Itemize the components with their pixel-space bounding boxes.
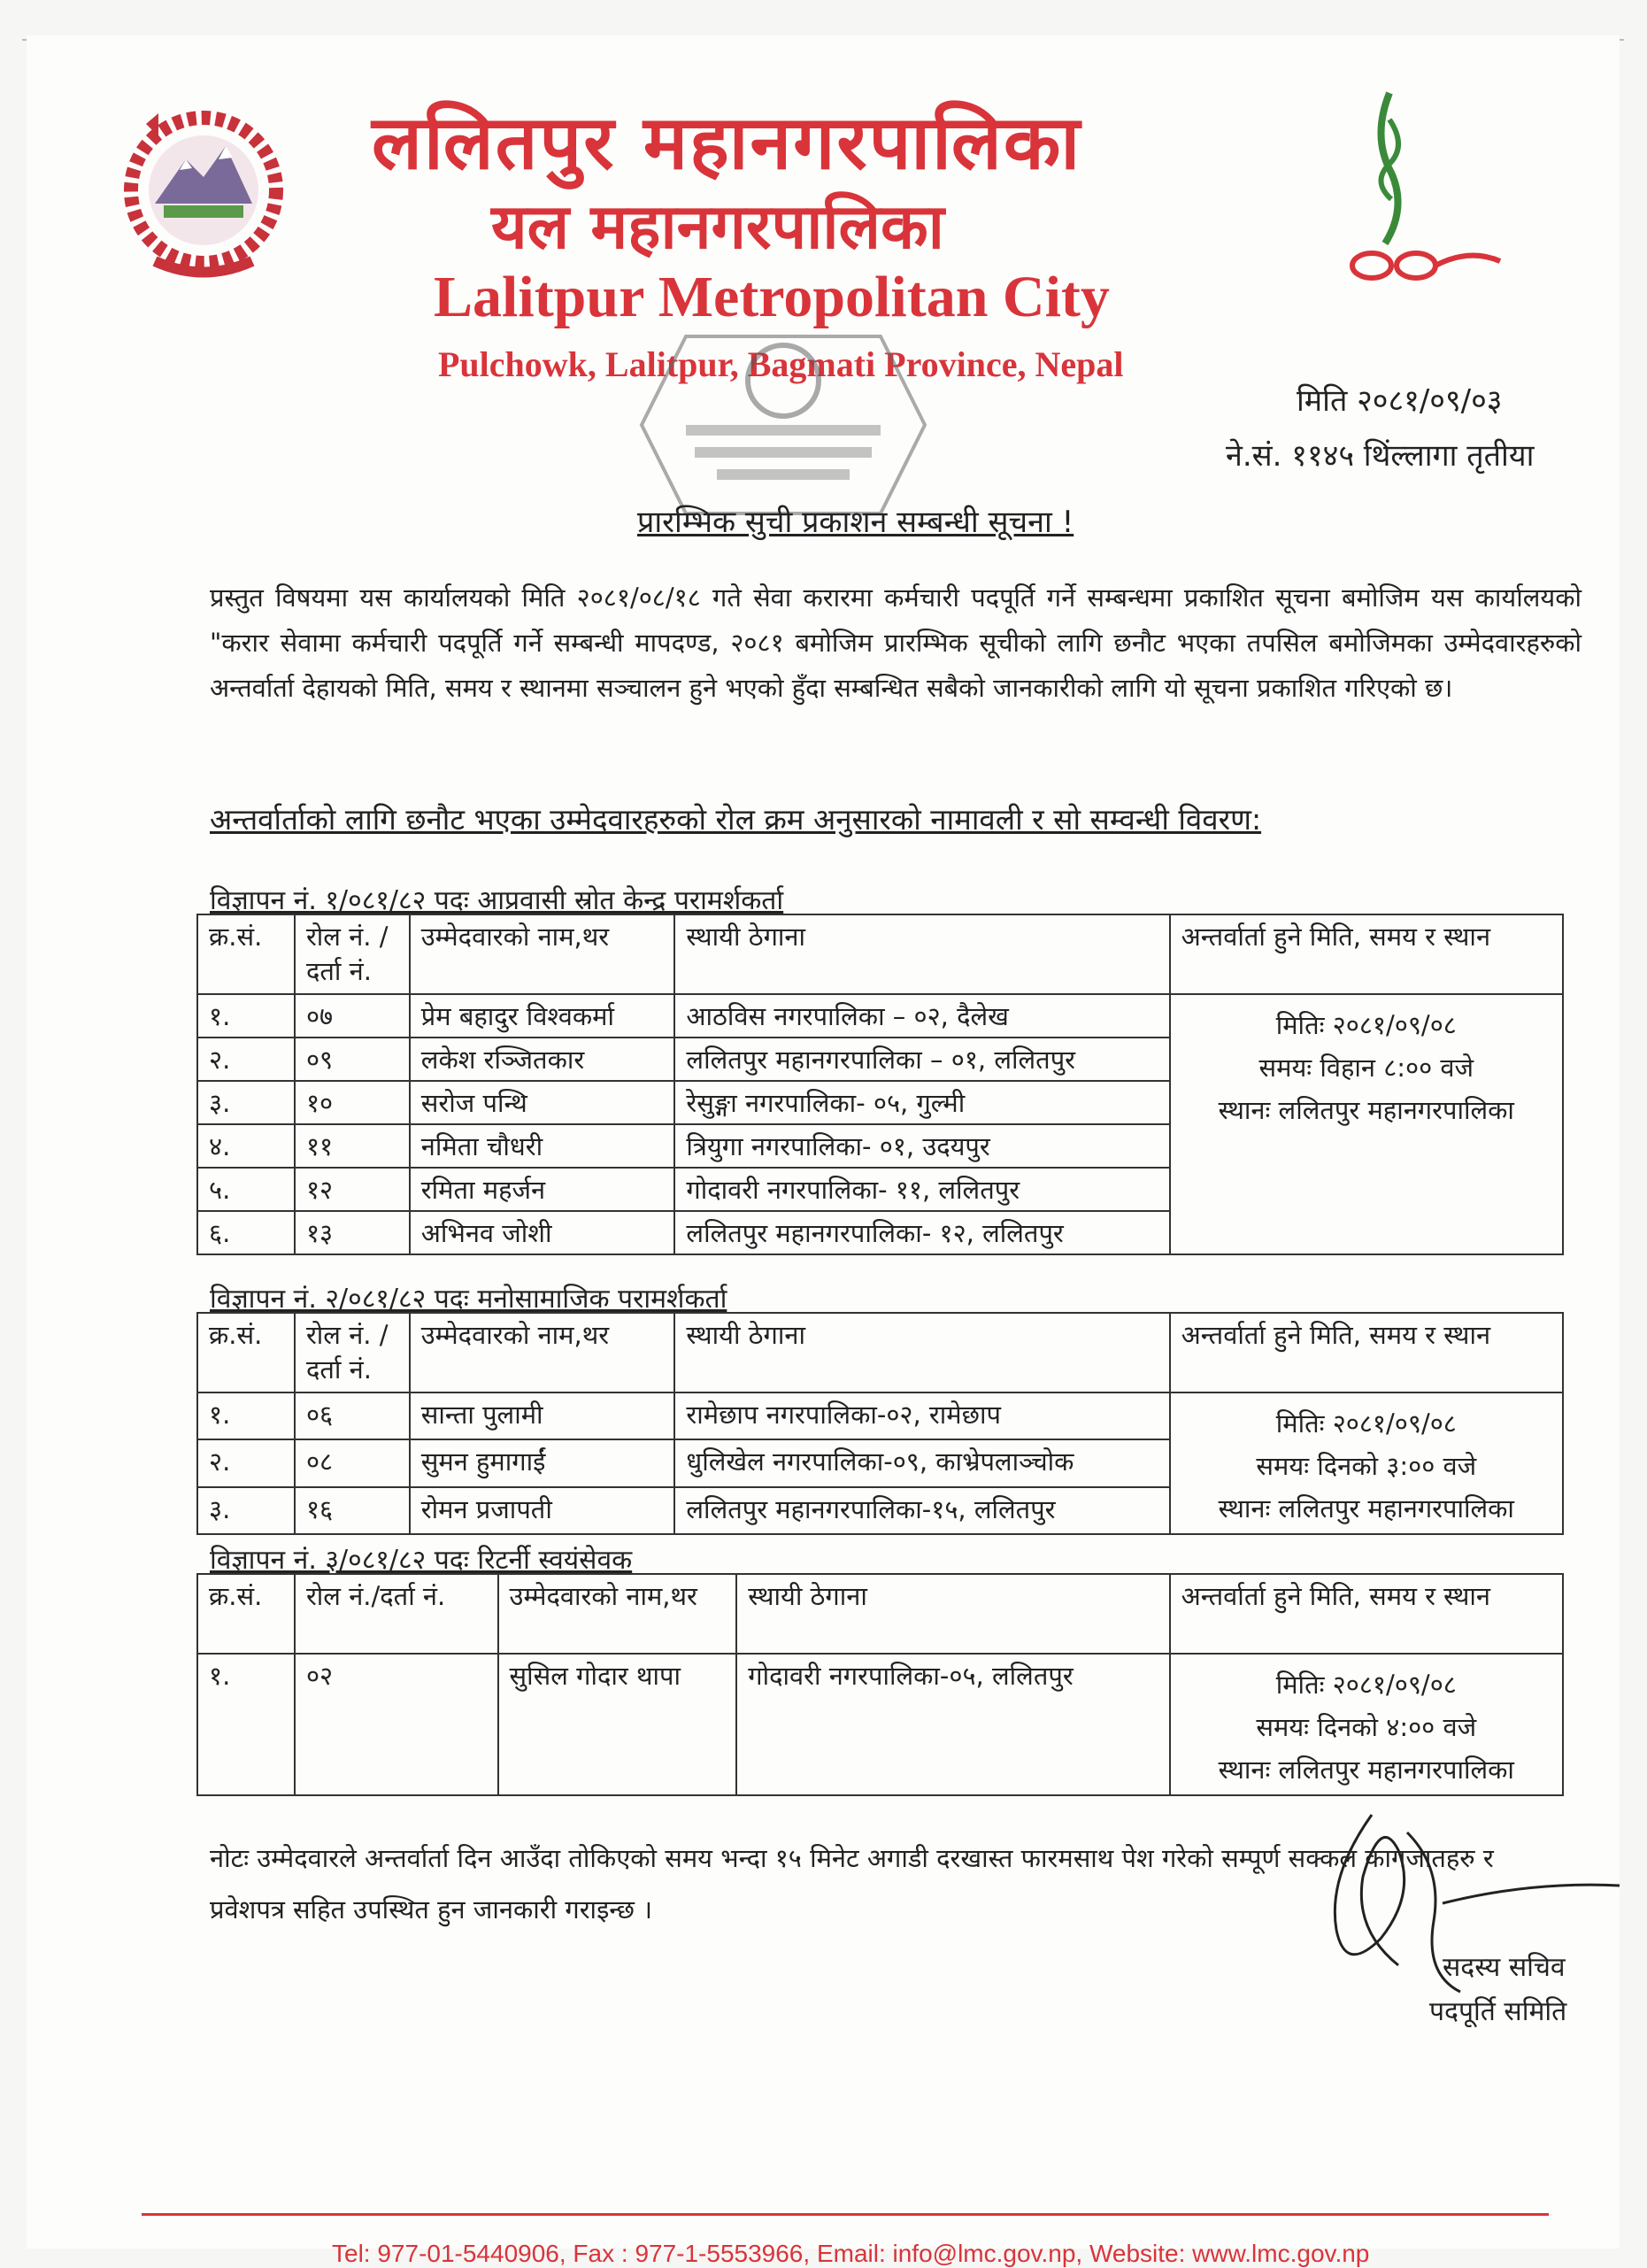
header-address: स्थायी ठेगाना <box>674 1313 1169 1392</box>
cell-name: सरोज पन्थि <box>410 1081 675 1124</box>
ad-3-title: विज्ञापन नं. ३/०८१/८२ पदः रिटर्नी स्वयंसेवक <box>210 1545 633 1576</box>
cell-sn: ३. <box>197 1081 295 1124</box>
interview-info <box>1170 1654 1563 1795</box>
table-header-row <box>197 914 1563 994</box>
cell-address: रेसुङ्गा नगरपालिका- ०५, गुल्मी <box>674 1081 1169 1124</box>
interview-date: मितिः २०८१/०९/०८ <box>1275 1670 1457 1700</box>
table-row <box>197 994 1563 1038</box>
table-header-row <box>197 1313 1563 1392</box>
table-row <box>197 1654 1563 1795</box>
city-symbol-icon <box>1336 84 1505 288</box>
cell-roll: १६ <box>295 1487 410 1534</box>
interview-info <box>1170 994 1563 1254</box>
office-stamp-icon <box>633 319 934 531</box>
table-header-row <box>197 1574 1563 1654</box>
header-address: स्थायी ठेगाना <box>736 1574 1169 1654</box>
cell-address: ललितपुर महानगरपालिका – ०१, ललितपुर <box>674 1038 1169 1081</box>
cell-sn: ६. <box>197 1211 295 1254</box>
cell-sn: २. <box>197 1439 295 1486</box>
name-newari: यल महानगरपालिका <box>491 189 944 263</box>
notice-body: प्रस्तुत विषयमा यस कार्यालयको मिति २०८१/०८/१८ गते सेवा करारमा कर्मचारी पदपूर्ति गर्ने सम्बन्धमा प्रकाशित सूचना बमोजिम यस कार्यालयको "करार सेवामा कर्मचारी पदपूर्ति गर्ने सम्बन्धी मापदण्ड, २०८१ बमोजिम प्रारम्भिक सूचीको लागि छनौट भएका तपसिल बमोजिमका उम्मेदवारहरुको अन्तर्वार्ता देहायको मिति, समय र स्थानमा सञ्चालन हुने भएको हुँदा सम्बन्धित सबैको जानकारीको लागि यो सूचना प्रकाशित गरिएको छ। <box>210 582 1582 703</box>
signatory-title: सदस्य सचिव <box>1443 1952 1566 1983</box>
cell-name: सुमन हुमागाईं <box>410 1439 675 1486</box>
cell-sn: ३. <box>197 1487 295 1534</box>
footer-divider <box>142 2213 1549 2216</box>
cell-roll: ०६ <box>295 1392 410 1439</box>
cell-roll: १२ <box>295 1168 410 1211</box>
header-roll: रोल नं. /दर्ता नं. <box>295 914 410 994</box>
cell-roll: ०८ <box>295 1439 410 1486</box>
interview-time: समयः विहान ८:०० वजे <box>1258 1053 1474 1083</box>
interview-time: समयः दिनको ३:०० वजे <box>1256 1451 1477 1481</box>
cell-name: नमिता चौधरी <box>410 1124 675 1168</box>
footer-contact: Tel: 977-01-5440906, Fax : 977-1-5553966, Email: info@lmc.gov.np, Website: www.lmc.gov.np <box>332 2240 1370 2267</box>
nepal-emblem-icon <box>119 106 288 283</box>
header-sn: क्र.सं. <box>197 1574 295 1654</box>
cell-roll: ०७ <box>295 994 410 1038</box>
name-english: Lalitpur Metropolitan City <box>434 265 1110 329</box>
signatory-committee: पदपूर्ति समिति <box>1429 1996 1567 2027</box>
interview-venue: स्थानः ललितपुर महानगरपालिका <box>1218 1493 1514 1524</box>
cell-name: रमिता महर्जन <box>410 1168 675 1211</box>
notice-note: नोटः उम्मेदवारले अन्तर्वार्ता दिन आउँदा तोकिएको समय भन्दा १५ मिनेट अगाडी दरखास्त फारमसाथ पेश गरेको सम्पूर्ण सक्कल कागजातहरु र प्रवेशपत्र सहित उपस्थित हुन जानकारी गराइन्छ । <box>210 1843 1494 1925</box>
notice-subject: प्रारम्भिक सुची प्रकाशन सम्बन्धी सूचना ! <box>637 505 1074 540</box>
cell-name: अभिनव जोशी <box>410 1211 675 1254</box>
header-roll: रोल नं. /दर्ता नं. <box>295 1313 410 1392</box>
interview-date: मितिः २०८१/०९/०८ <box>1275 1408 1457 1439</box>
cell-roll: ०९ <box>295 1038 410 1081</box>
header-sn: क्र.सं. <box>197 1313 295 1392</box>
ad-1-table <box>196 914 1564 1255</box>
cell-address: रामेछाप नगरपालिका-०२, रामेछाप <box>674 1392 1169 1439</box>
cell-roll: ११ <box>295 1124 410 1168</box>
ad-2-table <box>196 1312 1564 1535</box>
cell-sn: २. <box>197 1038 295 1081</box>
cell-address: आठविस नगरपालिका – ०२, दैलेख <box>674 994 1169 1038</box>
cell-roll: १३ <box>295 1211 410 1254</box>
list-heading: अन्तर्वार्ताको लागि छनौट भएका उम्मेदवारहरुको रोल क्रम अनुसारको नामावली र सो सम्वन्धी विवरण: <box>210 802 1262 837</box>
cell-address: गोदावरी नगरपालिका- ११, ललितपुर <box>674 1168 1169 1211</box>
cell-name: प्रेम बहादुर विश्वकर्मा <box>410 994 675 1038</box>
ad-1-title: विज्ञापन नं. १/०८१/८२ पदः आप्रवासी स्रोत केन्द्र परामर्शकर्ता <box>210 885 784 916</box>
interview-info <box>1170 1392 1563 1534</box>
cell-name: सान्ता पुलामी <box>410 1392 675 1439</box>
cell-roll: १० <box>295 1081 410 1124</box>
cell-roll: ०२ <box>295 1654 498 1795</box>
header-address: स्थायी ठेगाना <box>674 914 1169 994</box>
header-roll: रोल नं./दर्ता नं. <box>295 1574 498 1654</box>
cell-sn: ५. <box>197 1168 295 1211</box>
cell-address: गोदावरी नगरपालिका-०५, ललितपुर <box>736 1654 1169 1795</box>
header-name: उम्मेदवारको नाम,थर <box>498 1574 737 1654</box>
name-nepali: ललितपुर महानगरपालिका <box>372 98 1082 186</box>
interview-date: मितिः २०८१/०९/०८ <box>1275 1010 1457 1040</box>
cell-address: ललितपुर महानगरपालिका-१५, ललितपुर <box>674 1487 1169 1534</box>
interview-venue: स्थानः ललितपुर महानगरपालिका <box>1218 1095 1514 1125</box>
ad-2-title: विज्ञापन नं. २/०८१/८२ पदः मनोसामाजिक परामर्शकर्ता <box>210 1284 727 1315</box>
cell-sn: १. <box>197 1392 295 1439</box>
cell-sn: ४. <box>197 1124 295 1168</box>
cell-sn: १. <box>197 994 295 1038</box>
cell-sn: १. <box>197 1654 295 1795</box>
nepal-sambat-date: ने.सं. ११४५ थिंल्लागा तृतीया <box>1226 438 1535 474</box>
cell-address: धुलिखेल नगरपालिका-०९, काभ्रेपलाञ्चोक <box>674 1439 1169 1486</box>
header-interview: अन्तर्वार्ता हुने मिति, समय र स्थान <box>1170 914 1563 994</box>
header-name: उम्मेदवारको नाम,थर <box>410 1313 675 1392</box>
header-interview: अन्तर्वार्ता हुने मिति, समय र स्थान <box>1170 1574 1563 1654</box>
ad-3-table <box>196 1573 1564 1796</box>
header-sn: क्र.सं. <box>197 914 295 994</box>
header-name: उम्मेदवारको नाम,थर <box>410 914 675 994</box>
cell-name: सुसिल गोदार थापा <box>498 1654 737 1795</box>
office-address: Pulchowk, Lalitpur, Bagmati Province, Nepal <box>438 344 1124 384</box>
issue-date: मिति २०८१/०९/०३ <box>1297 383 1503 419</box>
interview-venue: स्थानः ललितपुर महानगरपालिका <box>1218 1755 1514 1785</box>
cell-name: रोमन प्रजापती <box>410 1487 675 1534</box>
cell-address: ललितपुर महानगरपालिका- १२, ललितपुर <box>674 1211 1169 1254</box>
cell-address: त्रियुगा नगरपालिका- ०१, उदयपुर <box>674 1124 1169 1168</box>
cell-name: लकेश रञ्जितकार <box>410 1038 675 1081</box>
table-row <box>197 1392 1563 1439</box>
header-interview: अन्तर्वार्ता हुने मिति, समय र स्थान <box>1170 1313 1563 1392</box>
interview-time: समयः दिनको ४:०० वजे <box>1256 1712 1477 1742</box>
